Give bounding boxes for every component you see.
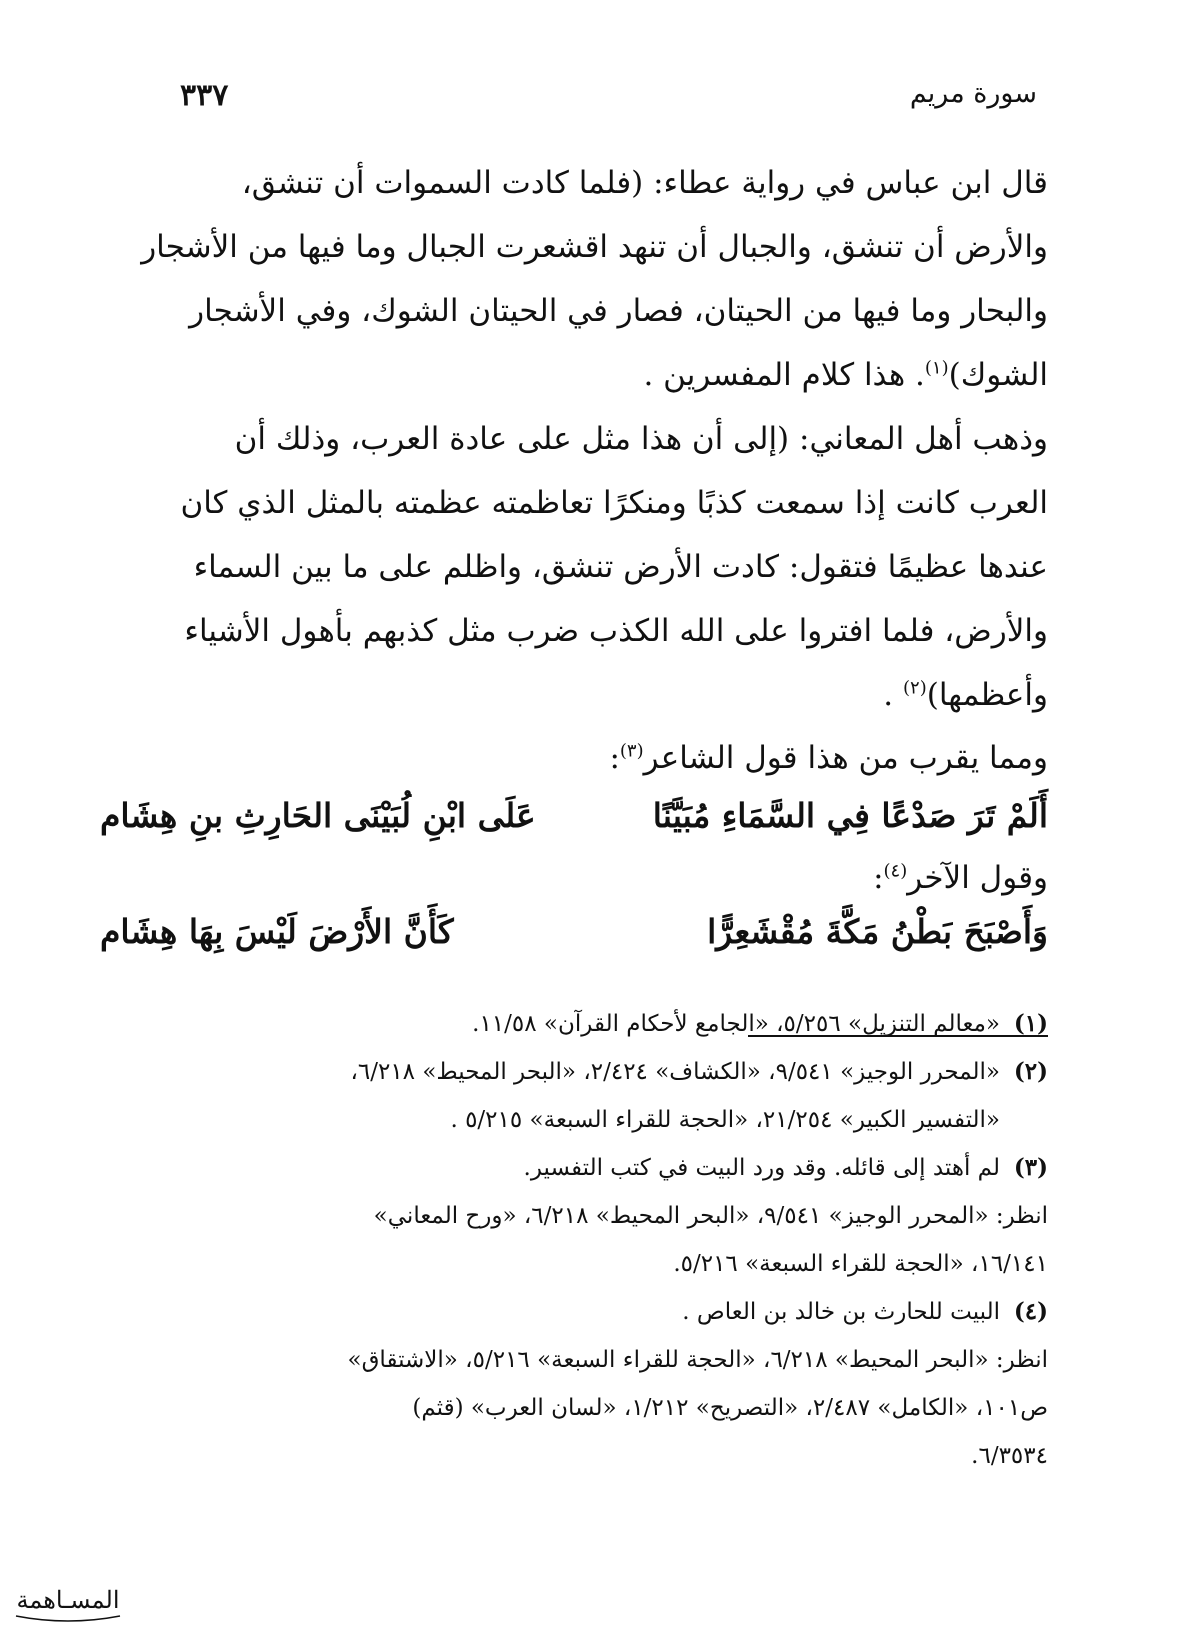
footnote — [100, 1048, 1048, 1144]
footnote-number: (٢) — [1013, 1058, 1048, 1085]
footnote-ref: (٤) — [883, 860, 908, 882]
footnote-number: (٣) — [1013, 1154, 1048, 1181]
body-line: عندها عظيمًا فتقول: كادت الأرض تنشق، واظلم على ما بين السماء — [193, 549, 1048, 585]
watermark-text: المسـاهمة — [16, 1586, 120, 1614]
verse-hemistich: عَلَى ابْنِ لُبَيْنَى الحَارِثِ بنِ هِشَام — [100, 796, 536, 835]
body-text: وأعظمها) — [926, 677, 1048, 713]
body-text: وقول الآخر — [907, 860, 1048, 896]
footnote-ref: (٢) — [903, 677, 927, 699]
footnote — [100, 1000, 1048, 1048]
body-text: : — [873, 860, 884, 896]
body-line: والبحار وما فيها من الحيتان، فصار في الحيتان الشوك، وفي الأشجار — [189, 293, 1048, 329]
footnote-line: انظر: «البحر المحيط» ٦/٢١٨، «الحجة للقراء السبعة» ٥/٢١٦، «الاشتقاق» — [347, 1347, 1048, 1373]
footnotes — [100, 1000, 1048, 1480]
body-text: الشوك) — [948, 357, 1048, 393]
body-line: والأرض، فلما افتروا على الله الكذب ضرب مثل كذبهم بأهول الأشياء — [184, 613, 1048, 649]
body-line — [100, 740, 1118, 776]
body-text: . — [883, 677, 903, 713]
footnote — [100, 1288, 1048, 1336]
body-line — [100, 357, 1048, 393]
surah-title: سورة مريم — [909, 78, 1037, 109]
body-text: : — [609, 740, 620, 776]
footnote-line: لم أهتد إلى قائله. وقد ورد البيت في كتب التفسير. — [523, 1155, 1000, 1181]
body-line: والأرض أن تنشق، والجبال أن تنهد اقشعرت الجبال وما فيها من الأشجار — [141, 229, 1048, 265]
verse-hemistich: وَأَصْبَحَ بَطْنُ مَكَّةَ مُقْشَعِرًّا — [707, 912, 1048, 951]
footnote — [100, 1144, 1048, 1192]
verse-hemistich: كَأَنَّ الأَرْضَ لَيْسَ بِهَا هِشَام — [100, 912, 454, 951]
footnote-line: انظر: «المحرر الوجيز» ٩/٥٤١، «البحر المحيط» ٦/٢١٨، «ورح المعاني» — [373, 1203, 1048, 1229]
footnote-number: (٤) — [1013, 1298, 1048, 1325]
body-line — [100, 860, 1118, 896]
footnote-line: البيت للحارث بن خالد بن العاص . — [682, 1299, 1000, 1325]
body-text: ومما يقرب من هذا قول الشاعر — [643, 740, 1048, 776]
footnote-line: ٦/٣٥٣٤. — [971, 1443, 1048, 1469]
footnote-line: ١٦/١٤١، «الحجة للقراء السبعة» ٥/٢١٦. — [673, 1251, 1048, 1277]
footnote-ref: (٣) — [619, 740, 644, 762]
footnote-line: «التفسير الكبير» ٢١/٢٥٤، «الحجة للقراء السبعة» ٥/٢١٥ . — [450, 1107, 1000, 1133]
verse-hemistich: أَلَمْ تَرَ صَدْعًا فِي السَّمَاءِ مُبَيَّنًا — [652, 796, 1048, 835]
watermark-logo — [8, 1570, 128, 1630]
body-line: العرب كانت إذا سمعت كذبًا ومنكرًا تعاظمته عظمته بالمثل الذي كان — [180, 485, 1048, 521]
body-line — [100, 677, 1048, 713]
footnote-line: «معالم التنزيل» ٥/٢٥٦، «الجامع لأحكام القرآن» ١١/٥٨. — [472, 1011, 1000, 1037]
footnote-line: «المحرر الوجيز» ٩/٥٤١، «الكشاف» ٢/٤٢٤، «البحر المحيط» ٦/٢١٨، — [350, 1059, 1000, 1085]
footnote-number: (١) — [1013, 1010, 1048, 1037]
footnote-ref: (١) — [924, 357, 949, 379]
body-line: قال ابن عباس في رواية عطاء: (فلما كادت السموات أن تنشق، — [241, 165, 1048, 201]
page-number: ٣٣٧ — [180, 78, 229, 113]
footnote-line: ص١٠١، «الكامل» ٢/٤٨٧، «التصريح» ١/٢١٢، «لسان العرب» (قثم) — [412, 1395, 1048, 1421]
body-line: وذهب أهل المعاني: (إلى أن هذا مثل على عادة العرب، وذلك أن — [234, 421, 1048, 457]
body-text: . هذا كلام المفسرين . — [643, 357, 925, 393]
